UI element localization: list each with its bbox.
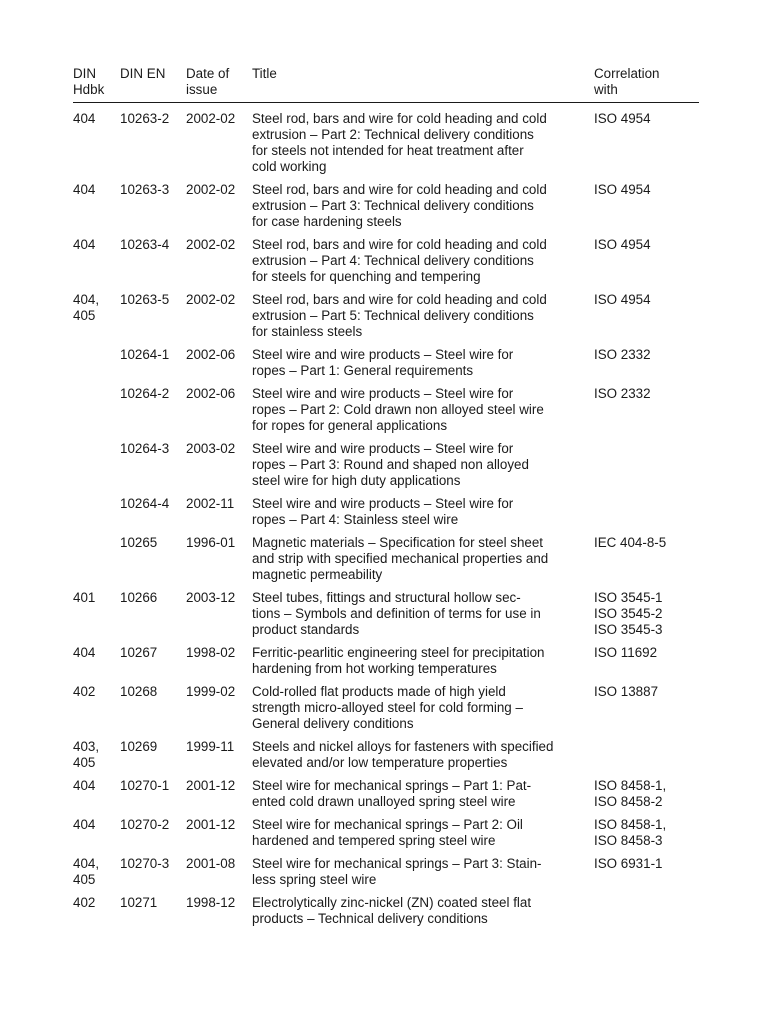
cell-din-en: 10263-3 (120, 182, 170, 197)
cell-din-hdbk: 401 (73, 590, 96, 605)
cell-title: Steel tubes, fittings and structural hollow sec- tions – Symbols and definition of terms for use in product standards (252, 590, 541, 637)
cell-title: Steel wire for mechanical springs – Part 2: Oil hardened and tempered spring steel wire (252, 817, 523, 848)
cell-din-en: 10263-4 (120, 237, 170, 252)
header-date-of-issue: Date of issue (186, 66, 230, 97)
cell-correlation: ISO 2332 (594, 347, 651, 362)
cell-title: Ferritic-pearlitic engineering steel for precipitation hardening from hot working temperatures (252, 645, 545, 676)
cell-title: Steel wire for mechanical springs – Part 1: Pat- ented cold drawn unalloyed spring steel wire (252, 778, 532, 809)
cell-title: Steel wire and wire products – Steel wire for ropes – Part 1: General requirements (252, 347, 514, 378)
cell-title: Steel rod, bars and wire for cold heading and cold extrusion – Part 5: Technical delivery conditions for stainless steels (252, 292, 547, 339)
table-row (73, 182, 699, 230)
cell-correlation: ISO 4954 (594, 111, 651, 126)
table-row (73, 645, 699, 677)
standards-table (73, 66, 699, 934)
table-row (73, 535, 699, 583)
table-row (73, 292, 699, 340)
cell-date-of-issue: 2002-06 (186, 386, 236, 401)
cell-din-hdbk: 404 (73, 778, 96, 793)
header-title: Title (252, 66, 277, 81)
cell-din-en: 10265 (120, 535, 158, 550)
cell-din-en: 10267 (120, 645, 158, 660)
cell-title: Steel wire and wire products – Steel wire for ropes – Part 3: Round and shaped non alloyed steel wire for high duty applications (252, 441, 529, 488)
cell-date-of-issue: 2003-12 (186, 590, 236, 605)
cell-date-of-issue: 1998-12 (186, 895, 236, 910)
cell-din-hdbk: 404 (73, 237, 96, 252)
cell-correlation: ISO 4954 (594, 182, 651, 197)
table-row (73, 111, 699, 175)
table-header (73, 66, 699, 103)
table-row (73, 496, 699, 528)
cell-din-hdbk: 404 (73, 645, 96, 660)
cell-correlation: ISO 4954 (594, 292, 651, 307)
cell-din-en: 10263-2 (120, 111, 170, 126)
cell-din-en: 10270-1 (120, 778, 170, 793)
cell-din-hdbk: 404 (73, 111, 96, 126)
cell-din-en: 10264-1 (120, 347, 170, 362)
cell-din-en: 10264-4 (120, 496, 170, 511)
cell-date-of-issue: 2002-02 (186, 292, 236, 307)
cell-din-en: 10264-3 (120, 441, 170, 456)
table-row (73, 347, 699, 379)
cell-date-of-issue: 2002-02 (186, 111, 236, 126)
cell-title: Steel rod, bars and wire for cold heading and cold extrusion – Part 4: Technical delivery conditions for steels for quenching and tempering (252, 237, 547, 284)
cell-title: Steel wire and wire products – Steel wire for ropes – Part 2: Cold drawn non alloyed steel wire for ropes for general applications (252, 386, 544, 433)
cell-correlation: ISO 11692 (594, 645, 658, 660)
table-row (73, 739, 699, 771)
cell-title: Steel rod, bars and wire for cold heading and cold extrusion – Part 2: Technical delivery conditions for steels not intended for heat treatment after cold working (252, 111, 547, 174)
cell-date-of-issue: 1996-01 (186, 535, 236, 550)
cell-din-hdbk: 403, 405 (73, 739, 100, 770)
table-row (73, 386, 699, 434)
cell-title: Steel wire for mechanical springs – Part 3: Stain- less spring steel wire (252, 856, 542, 887)
cell-din-en: 10264-2 (120, 386, 170, 401)
cell-date-of-issue: 1999-02 (186, 684, 236, 699)
cell-din-hdbk: 404 (73, 182, 96, 197)
cell-date-of-issue: 1998-02 (186, 645, 236, 660)
table-row (73, 684, 699, 732)
cell-date-of-issue: 2002-11 (186, 496, 235, 511)
table-row (73, 441, 699, 489)
cell-title: Electrolytically zinc-nickel (ZN) coated steel flat products – Technical delivery conditions (252, 895, 532, 926)
cell-date-of-issue: 2002-02 (186, 182, 236, 197)
table-row (73, 895, 699, 927)
table-row (73, 817, 699, 849)
table-body (73, 111, 699, 927)
cell-correlation: ISO 4954 (594, 237, 651, 252)
cell-din-en: 10271 (120, 895, 158, 910)
header-din-en: DIN EN (120, 66, 166, 81)
cell-correlation: ISO 8458-1, ISO 8458-2 (594, 778, 667, 809)
cell-date-of-issue: 2002-02 (186, 237, 236, 252)
cell-title: Magnetic materials – Specification for steel sheet and strip with specified mechanical properties and magnetic permeability (252, 535, 549, 582)
cell-title: Steel rod, bars and wire for cold heading and cold extrusion – Part 3: Technical delivery conditions for case hardening steels (252, 182, 547, 229)
cell-correlation: ISO 6931-1 (594, 856, 663, 871)
cell-date-of-issue: 2001-12 (186, 817, 236, 832)
cell-din-hdbk: 402 (73, 684, 96, 699)
cell-date-of-issue: 2001-12 (186, 778, 236, 793)
cell-title: Steel wire and wire products – Steel wire for ropes – Part 4: Stainless steel wire (252, 496, 514, 527)
cell-din-hdbk: 404 (73, 817, 96, 832)
table-row (73, 237, 699, 285)
cell-title: Cold-rolled flat products made of high yield strength micro-alloyed steel for cold forming – General delivery conditions (252, 684, 523, 731)
cell-din-hdbk: 404, 405 (73, 292, 100, 323)
cell-date-of-issue: 2001-08 (186, 856, 236, 871)
cell-date-of-issue: 2003-02 (186, 441, 236, 456)
cell-din-hdbk: 402 (73, 895, 96, 910)
header-din-hdbk: DIN Hdbk (73, 66, 105, 97)
cell-din-en: 10263-5 (120, 292, 170, 307)
cell-correlation: ISO 8458-1, ISO 8458-3 (594, 817, 667, 848)
cell-din-en: 10270-2 (120, 817, 170, 832)
cell-din-en: 10268 (120, 684, 158, 699)
table-row (73, 856, 699, 888)
cell-correlation: ISO 13887 (594, 684, 659, 699)
table-row (73, 778, 699, 810)
cell-date-of-issue: 2002-06 (186, 347, 236, 362)
cell-correlation: IEC 404-8-5 (594, 535, 667, 550)
cell-din-en: 10266 (120, 590, 158, 605)
cell-din-en: 10270-3 (120, 856, 170, 871)
cell-din-hdbk: 404, 405 (73, 856, 100, 887)
cell-correlation: ISO 3545-1 ISO 3545-2 ISO 3545-3 (594, 590, 663, 637)
cell-correlation: ISO 2332 (594, 386, 651, 401)
table-row (73, 590, 699, 638)
cell-date-of-issue: 1999-11 (186, 739, 235, 754)
cell-din-en: 10269 (120, 739, 158, 754)
cell-title: Steels and nickel alloys for fasteners with specified elevated and/or low temperature properties (252, 739, 554, 770)
header-correlation: Correlation with (594, 66, 660, 97)
